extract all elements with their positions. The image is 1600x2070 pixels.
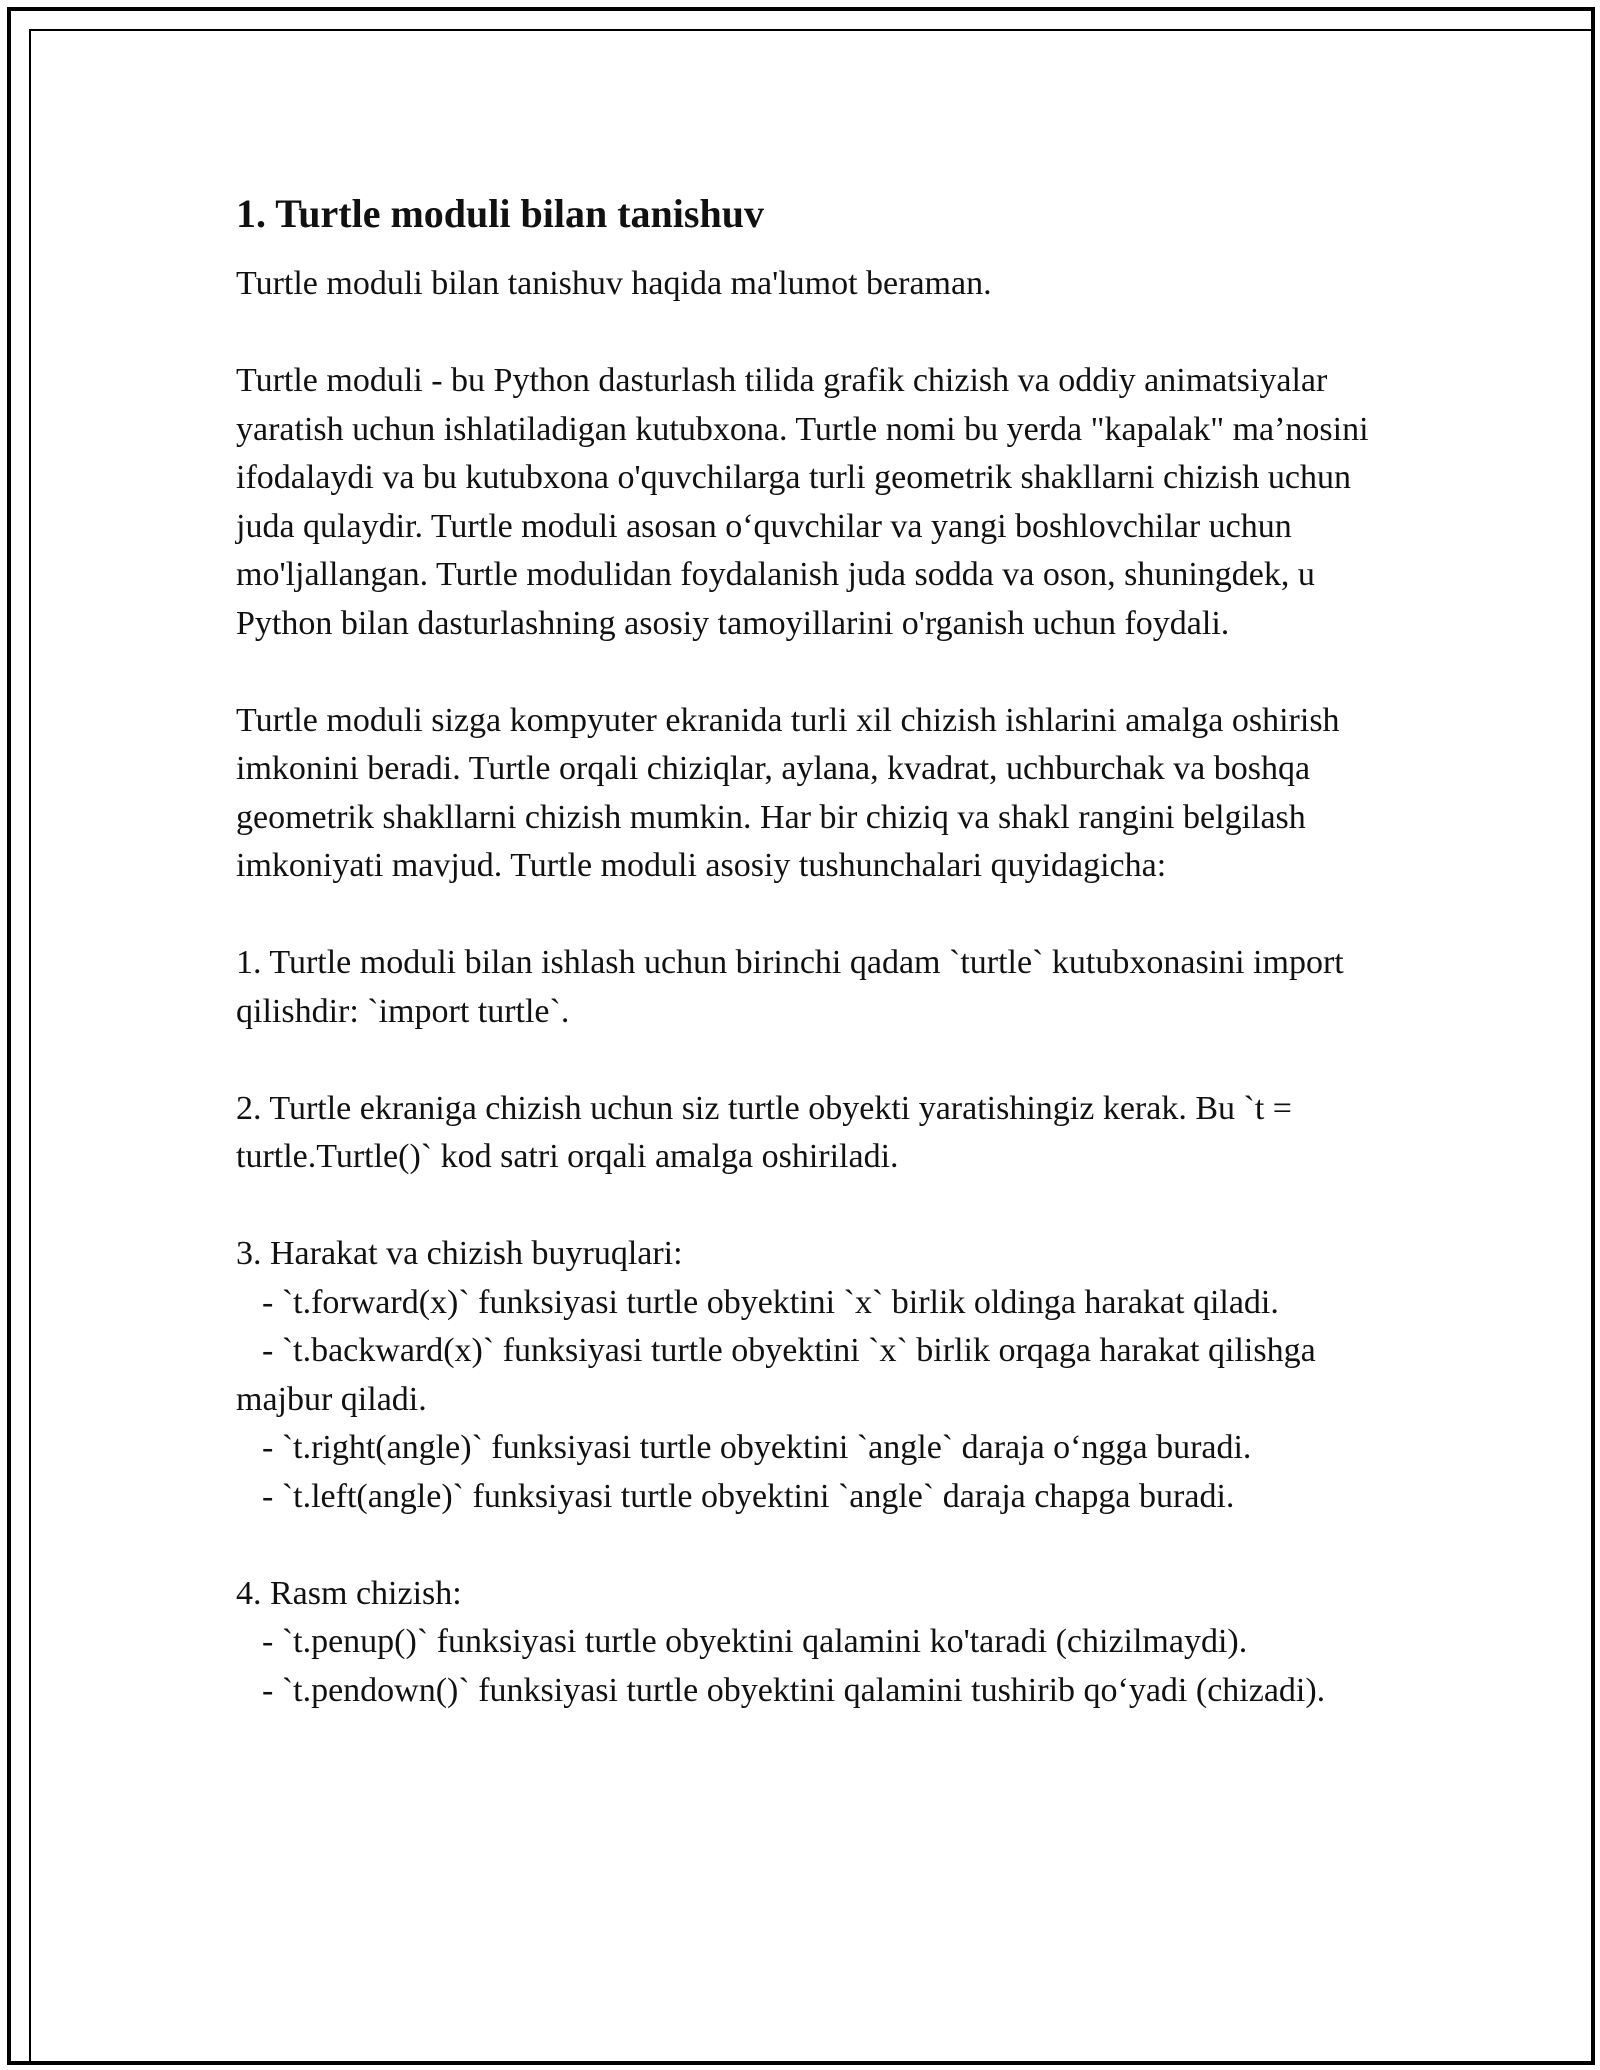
document-body	[236, 188, 1386, 1715]
description-paragraph: Turtle moduli - bu Python dasturlash tilida grafik chizish va oddiy animatsiyalar yaratish uchun ishlatiladigan kutubxona. Turtle nomi bu yerda "kapalak" ma’nosini ifodalaydi va bu kutubxona o'quvchilarga turli geometrik shakllarni chizish uchun juda qulaydir. Turtle moduli asosan o‘quvchilar va yangi boshlovchilar uchun mo'ljallangan. Turtle modulidan foydalanish juda sodda va oson, shuningdek, u Python bilan dasturlashning asosiy tamoyillarini o'rganish uchun foydali.	[236, 362, 1369, 642]
drawing-title: 4. Rasm chizish:	[236, 1574, 462, 1612]
movement-bullet-left: - `t.left(angle)` funksiyasi turtle obyektini `angle` daraja chapga buradi.	[262, 1477, 1235, 1515]
list-item-drawing	[236, 1570, 1386, 1716]
list-item-movement	[236, 1230, 1386, 1521]
intro-paragraph: Turtle moduli bilan tanishuv haqida ma'lumot beraman.	[236, 265, 992, 302]
movement-bullet-backward: - `t.backward(x)` funksiyasi turtle obyektini `x` birlik orqaga harakat qilishga majbur qiladi.	[236, 1332, 1316, 1418]
spacer	[236, 891, 1386, 940]
movement-bullet-forward: - `t.forward(x)` funksiyasi turtle obyektini `x` birlik oldinga harakat qiladi.	[262, 1283, 1279, 1321]
section-heading: 1. Turtle moduli bilan tanishuv	[236, 191, 764, 236]
spacer	[236, 309, 1386, 358]
spacer	[236, 240, 1386, 260]
spacer	[236, 648, 1386, 697]
movement-title: 3. Harakat va chizish buyruqlari:	[236, 1235, 683, 1272]
drawing-bullet-penup: - `t.penup()` funksiyasi turtle obyektini qalamini ko'taradi (chizilmaydi).	[262, 1623, 1248, 1660]
list-item-create-object: 2. Turtle ekraniga chizish uchun siz turtle obyekti yaratishingiz kerak. Bu `t = turtle.Turtle()` kod satri orqali amalga oshiriladi.	[236, 1089, 1292, 1175]
list-item-import: 1. Turtle moduli bilan ishlash uchun birinchi qadam `turtle` kutubxonasini import qilishdir: `import turtle`.	[236, 944, 1344, 1030]
movement-bullet-right: - `t.right(angle)` funksiyasi turtle obyektini `angle` daraja o‘ngga buradi.	[262, 1429, 1252, 1466]
spacer	[236, 1182, 1386, 1231]
drawing-bullet-pendown: - `t.pendown()` funksiyasi turtle obyektini qalamini tushirib qo‘yadi (chizadi).	[262, 1671, 1326, 1709]
features-paragraph: Turtle moduli sizga kompyuter ekranida turli xil chizish ishlarini amalga oshirish imkonini beradi. Turtle orqali chiziqlar, aylana, kvadrat, uchburchak va boshqa geometrik shakllarni chizish mumkin. Har bir chiziq va shakl rangini belgilash imkoniyati mavjud. Turtle moduli asosiy tushunchalari quyidagicha:	[236, 701, 1340, 884]
spacer	[236, 1521, 1386, 1570]
spacer	[236, 1036, 1386, 1085]
